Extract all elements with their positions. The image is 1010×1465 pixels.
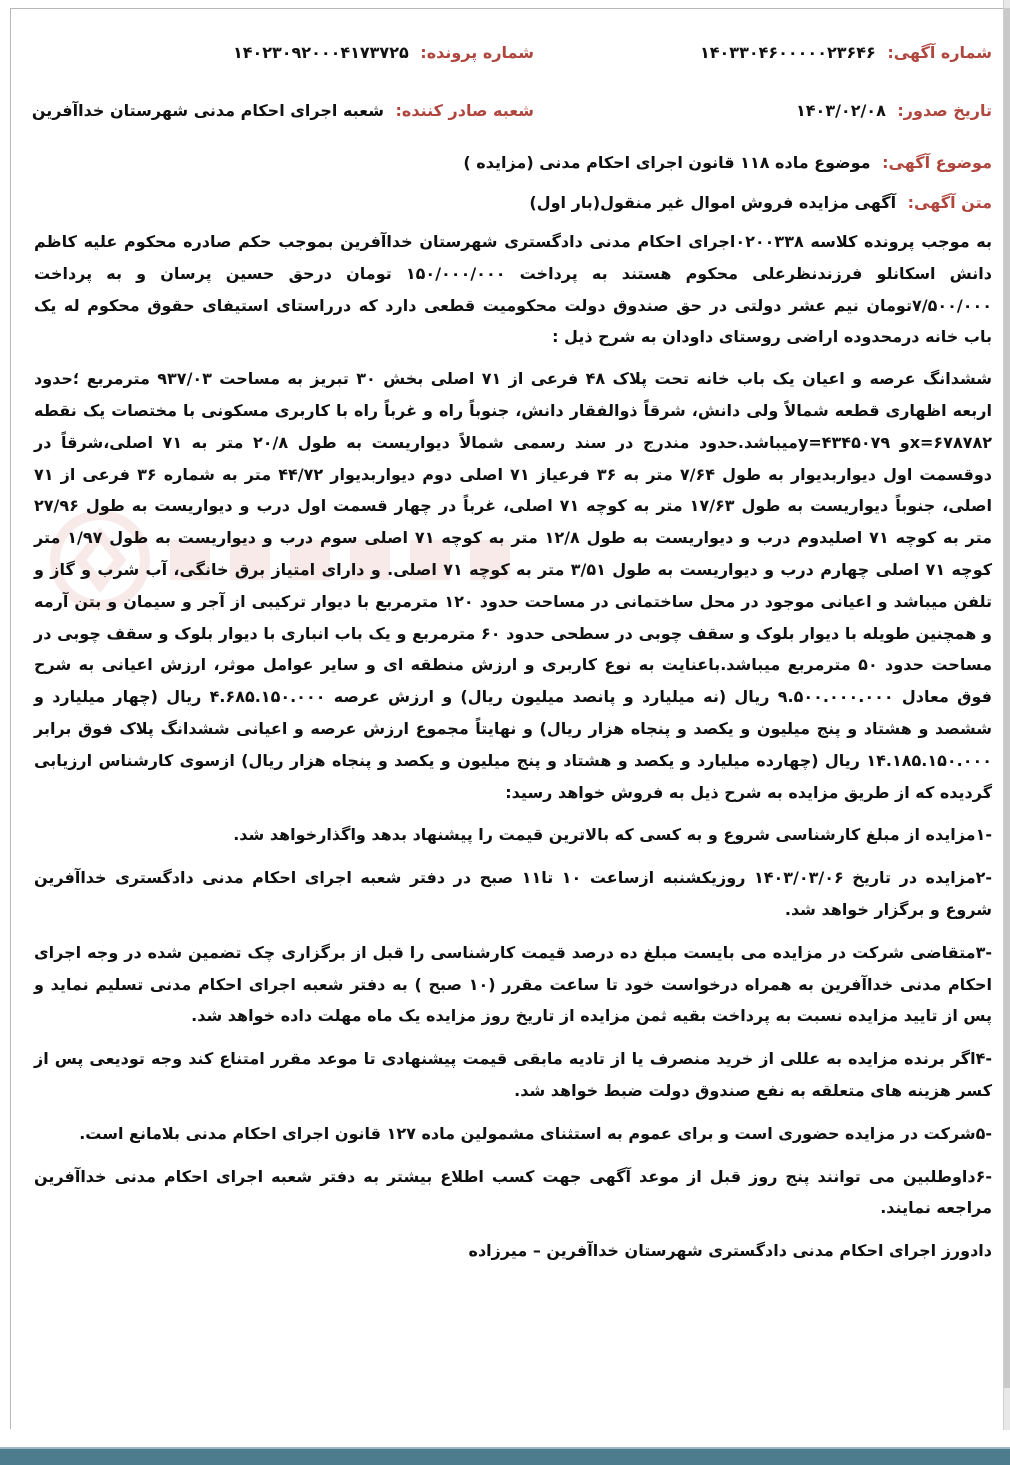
notice-text-title xyxy=(34,188,992,218)
notice-text-label: متن آگهی: xyxy=(907,193,992,212)
issue-date-label: تاریخ صدور: xyxy=(897,101,992,120)
body-paragraph-1: به موجب پرونده کلاسه ۰۲۰۰۳۳۸اجرای احکام مدنی دادگستری شهرستان خداآفرین بموجب حکم صادره محکوم علیه کاظم دانش اسکانلو فرزندنظرعلی محکوم هستند به پرداخت ۱۵۰/۰۰۰/۰۰۰ تومان درحق حسین پرسان و به پرداخت ۷/۵۰۰/۰۰۰تومان نیم عشر دولتی در حق صندوق دولت محکومیت قطعی دارد که درراستای استیفای حقوق محکوم له یک باب خانه درمحدوده اراضی روستای داودان به شرح ذیل : xyxy=(34,232,993,347)
condition-1: -۱مزایده از مبلغ کارشناسی شروع و به کسی که بالاترین قیمت را پیشنهاد بدهد واگذارخواهد شد. xyxy=(233,825,992,845)
issue-date xyxy=(552,96,992,126)
subject-value: موضوع ماده ۱۱۸ قانون اجرای احکام مدنی (مزایده ) xyxy=(463,153,871,172)
file-number-label: شماره پرونده: xyxy=(420,43,534,62)
condition-6: -۶داوطلبین می توانند پنج روز قبل از موعد آگهی جهت کسب اطلاع بیشتر به دفتر شعبه اجرای احکام مدنی خداآفرین مراجعه نمایند. xyxy=(34,1166,992,1218)
notice-text-value: آگهی مزایده فروش اموال غیر منقول(بار اول) xyxy=(529,193,897,212)
issuing-branch xyxy=(31,96,534,126)
scrollbar-thumb[interactable] xyxy=(1004,8,1010,1388)
condition-4: -۴اگر برنده مزایده به عللی از خرید منصرف یا از تادیه مابقی قیمت پیشنهادی تا موعد مقرر امتناع کند وجه تودیعی پس از کسر هزینه های متعلقه به نفع صندوق دولت ضبط خواهد شد. xyxy=(34,1049,992,1100)
notice-number-value: ۱۴۰۳۳۰۴۶۰۰۰۰۰۲۳۶۴۶ xyxy=(700,43,876,62)
notice-number-label: شماره آگهی: xyxy=(887,43,992,62)
body-paragraph-2: ششدانگ عرصه و اعیان یک باب خانه تحت پلاک ۴۸ فرعی از ۷۱ اصلی بخش ۳۰ تبریز به مساحت ۹۳۷/۰۳ مترمربع ؛حدود اربعه اظهاری قطعه شمالاً ولی دانش، شرقاً ذوالفقار دانش، جنوباً راه و غرباً راه با کاربری مسکونی با مختصات یک نقطه x=۶۷۸۷۸۲و y=۴۳۴۵۰۷۹میباشد.حدود مندرج در سند رسمی شمالاً دیواریست به طول ۲۰/۸ متر به ۷۱ اصلی،شرقاً در دوقسمت اول دیواربدیوار به طول ۷/۶۴ متر به ۳۶ فرعیاز ۷۱ اصلی دوم دیواربدیوار ۴۴/۷۲ متر به شماره ۳۶ فرعی از ۷۱ اصلی، جنوباً دیواریست به طول ۱۷/۶۳ متر به کوچه ۷۱ اصلی، غرباً در چهار قسمت اول درب و دیواریست به طول ۲۷/۹۶ متر به کوچه ۷۱ اصلیدوم درب و دیواریست به طول ۱۲/۸ متر به کوچه ۷۱ اصلی سوم درب و دیواریست به طول ۱/۹۷ متر کوچه ۷۱ اصلی چهارم درب و دیواریست به طول ۳/۵۱ متر به کوچه ۷۱ اصلی. و دارای امتیاز برق خانگی، آب شرب و گاز و تلفن میباشد و اعیانی موجود در محل ساختمانی در مساحت حدود ۱۲۰ مترمربع با دیوار ترکیبی از آجر و سیمان و بتن آرمه و همچنین طویله با دیوار بلوک و سقف چوبی در سطحی حدود ۶۰ مترمربع و یک باب انباری با دیوار بلوک و سقف چوبی در مساحت حدود ۵۰ مترمربع میباشد.باعنایت به نوع کاربری و ارزش منطقه ای و سایر عوامل موثر، ارزش اعیانی به شرح فوق معادل ۹.۵۰۰.۰۰۰.۰۰۰ ریال (نه میلیارد و پانصد میلیون ریال) و ارزش عرصه ۴.۶۸۵.۱۵۰.۰۰۰ ریال (چهار میلیارد و ششصد و هشتاد و پنج میلیون و یکصد و پنجاه هزار ریال) و نهایتاً مجموع ارزش عرصه و اعیانی ششدانگ پلاک فوق برابر ۱۴.۱۸۵.۱۵۰.۰۰۰ ریال (چهارده میلیارد و یکصد و هشتاد و پنج میلیون و یکصد و پنجاه هزار ریال) ازسوی کارشناس ارزیابی گردیده که از طریق مزایده به شرح ذیل به فروش خواهد رسید: xyxy=(34,369,993,802)
subject-label: موضوع آگهی: xyxy=(882,153,992,172)
notice-content xyxy=(31,30,993,1267)
meta-row-numbers xyxy=(34,38,992,68)
notice-subject xyxy=(34,148,992,178)
issuing-branch-label: شعبه صادر کننده: xyxy=(395,101,534,120)
signature-line: دادورز اجرای احکام مدنی دادگستری شهرستان خداآفرین – میرزاده xyxy=(468,1241,992,1261)
notice-number xyxy=(552,38,992,68)
file-number-value: ۱۴۰۲۳۰۹۲۰۰۰۴۱۷۳۷۲۵ xyxy=(232,43,409,62)
vertical-scrollbar[interactable] xyxy=(1003,0,1010,1430)
issue-date-value: ۱۴۰۳/۰۲/۰۸ xyxy=(796,101,886,120)
meta-row-issue xyxy=(31,96,992,126)
condition-5: -۵شرکت در مزایده حضوری است و برای عموم به استثنای مشمولین ماده ۱۲۷ قانون اجرای احکام مدنی بلامانع است. xyxy=(79,1123,992,1143)
file-number xyxy=(34,38,534,68)
condition-3: -۳متقاضی شرکت در مزایده می بایست مبلغ ده درصد قیمت کارشناسی را قبل از برگزاری چک تضمین شده در وجه اجرای احکام مدنی خداآفرین به همراه درخواست خود تا ساعت مقرر (۱۰ صبح ) به دفتر شعبه اجرای احکام مدنی تسلیم نماید و پس از تایید مزایده نسبت به پرداخت بقیه ثمن مزایده از تاریخ روز مزایده یک ماه مهلت داده خواهد شد. xyxy=(34,942,993,1026)
issuing-branch-value: شعبه اجرای احکام مدنی شهرستان خداآفرین xyxy=(31,101,384,120)
window-bottom-bar xyxy=(0,1447,1010,1465)
condition-2: -۲مزایده در تاریخ ۱۴۰۳/۰۳/۰۶ روزیکشنبه ازساعت ۱۰ تا۱۱ صبح در دفتر شعبه اجرای احکام مدنی دادگستری خداآفرین شروع و برگزار خواهد شد. xyxy=(34,868,993,919)
